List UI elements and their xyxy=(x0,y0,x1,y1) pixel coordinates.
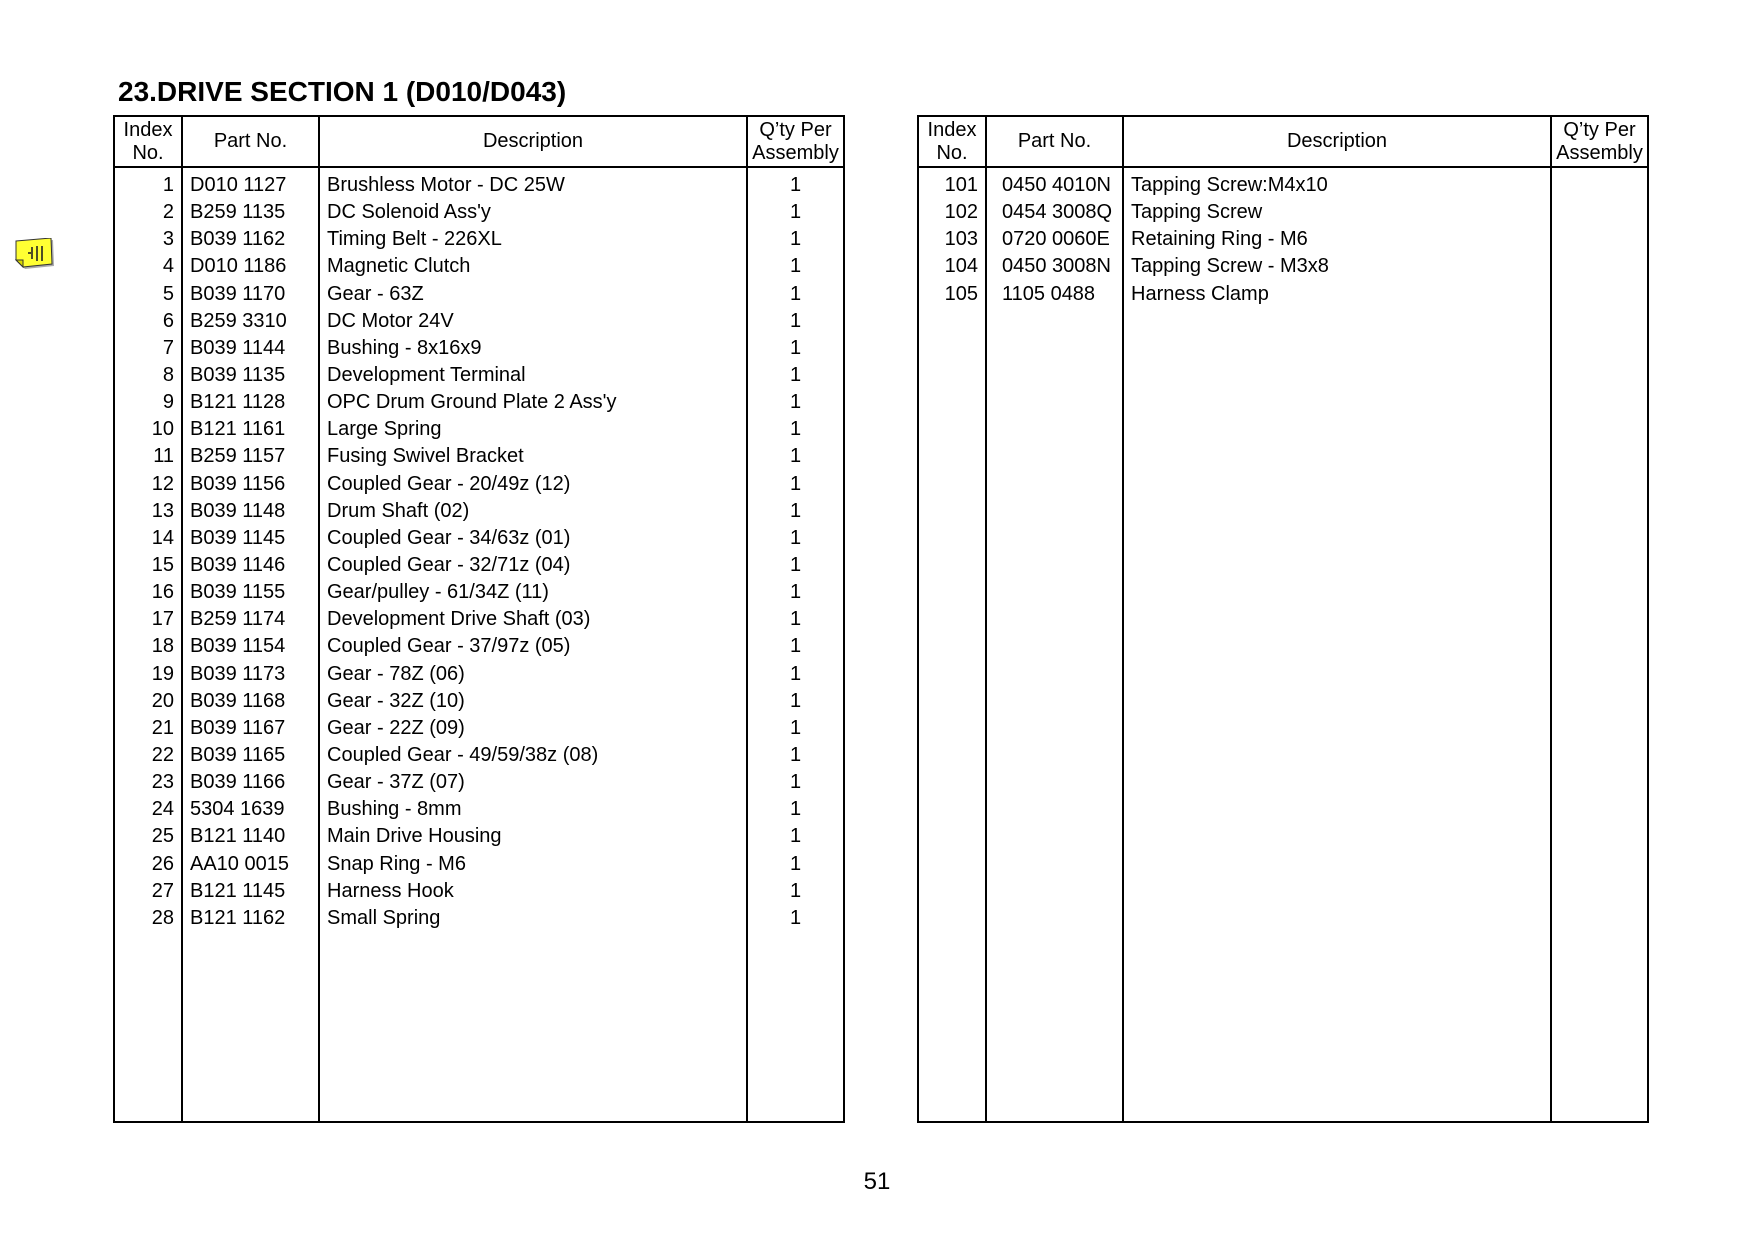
table-row xyxy=(114,471,844,498)
row-qty: 1 xyxy=(747,742,844,769)
row-part-no: B039 1162 xyxy=(182,226,319,253)
row-description: Tapping Screw xyxy=(1123,199,1551,226)
row-part-no: B039 1146 xyxy=(182,552,319,579)
row-qty: 1 xyxy=(747,416,844,443)
row-description: Development Terminal xyxy=(319,362,747,389)
row-qty: 1 xyxy=(747,661,844,688)
row-qty: 1 xyxy=(747,878,844,905)
row-part-no: D010 1127 xyxy=(182,167,319,199)
header-qty-per-assembly: Q’ty Per Assembly xyxy=(1551,116,1648,167)
header-index-no: Index No. xyxy=(918,116,986,167)
row-part-no: B121 1140 xyxy=(182,823,319,850)
table-row xyxy=(114,416,844,443)
header-index-no: Index No. xyxy=(114,116,182,167)
row-qty: 1 xyxy=(747,579,844,606)
row-description: Gear - 22Z (09) xyxy=(319,715,747,742)
row-index-no: 25 xyxy=(114,823,182,850)
row-part-no: 0450 4010N xyxy=(986,167,1123,199)
row-part-no: B259 3310 xyxy=(182,308,319,335)
row-index-no: 5 xyxy=(114,281,182,308)
row-description: Main Drive Housing xyxy=(319,823,747,850)
row-part-no: B121 1161 xyxy=(182,416,319,443)
row-index-no: 19 xyxy=(114,661,182,688)
table-row xyxy=(114,167,844,199)
row-description: OPC Drum Ground Plate 2 Ass'y xyxy=(319,389,747,416)
row-description: DC Motor 24V xyxy=(319,308,747,335)
table-row xyxy=(918,199,1648,226)
table-row xyxy=(114,633,844,660)
row-part-no: B039 1148 xyxy=(182,498,319,525)
row-index-no: 10 xyxy=(114,416,182,443)
row-index-no: 105 xyxy=(918,281,986,308)
row-part-no: B039 1154 xyxy=(182,633,319,660)
row-qty: 1 xyxy=(747,905,844,932)
row-part-no: B039 1144 xyxy=(182,335,319,362)
filler-cell xyxy=(319,932,747,1122)
row-qty: 1 xyxy=(747,688,844,715)
row-qty: 1 xyxy=(747,281,844,308)
table-row xyxy=(114,443,844,470)
row-qty xyxy=(1551,226,1648,253)
table-filler-row xyxy=(114,932,844,1122)
header-part-no: Part No. xyxy=(986,116,1123,167)
row-index-no: 23 xyxy=(114,769,182,796)
table-row xyxy=(114,851,844,878)
row-part-no: B039 1145 xyxy=(182,525,319,552)
table-row xyxy=(114,362,844,389)
row-index-no: 6 xyxy=(114,308,182,335)
table-row xyxy=(114,796,844,823)
table-row xyxy=(114,742,844,769)
row-qty: 1 xyxy=(747,308,844,335)
row-description: DC Solenoid Ass'y xyxy=(319,199,747,226)
header-qty-per-assembly: Q’ty Per Assembly xyxy=(747,116,844,167)
row-qty: 1 xyxy=(747,253,844,280)
row-index-no: 2 xyxy=(114,199,182,226)
table-row xyxy=(114,715,844,742)
row-index-no: 18 xyxy=(114,633,182,660)
row-description: Brushless Motor - DC 25W xyxy=(319,167,747,199)
row-qty: 1 xyxy=(747,167,844,199)
row-qty: 1 xyxy=(747,199,844,226)
row-description: Coupled Gear - 32/71z (04) xyxy=(319,552,747,579)
row-description: Coupled Gear - 49/59/38z (08) xyxy=(319,742,747,769)
row-index-no: 11 xyxy=(114,443,182,470)
table-row xyxy=(114,769,844,796)
row-qty: 1 xyxy=(747,552,844,579)
table-header xyxy=(918,116,1648,167)
filler-cell xyxy=(747,932,844,1122)
table-row xyxy=(114,335,844,362)
parts-table-right-body xyxy=(918,167,1648,1122)
filler-cell xyxy=(918,308,986,1122)
row-part-no: B039 1135 xyxy=(182,362,319,389)
row-part-no: B259 1174 xyxy=(182,606,319,633)
row-description: Magnetic Clutch xyxy=(319,253,747,280)
row-index-no: 12 xyxy=(114,471,182,498)
row-qty: 1 xyxy=(747,335,844,362)
row-part-no: B259 1135 xyxy=(182,199,319,226)
row-part-no: B121 1145 xyxy=(182,878,319,905)
row-index-no: 24 xyxy=(114,796,182,823)
row-index-no: 20 xyxy=(114,688,182,715)
row-description: Gear - 63Z xyxy=(319,281,747,308)
row-description: Harness Clamp xyxy=(1123,281,1551,308)
row-part-no: D010 1186 xyxy=(182,253,319,280)
row-part-no: 1105 0488 xyxy=(986,281,1123,308)
row-part-no: 5304 1639 xyxy=(182,796,319,823)
table-row xyxy=(114,389,844,416)
table-row xyxy=(918,253,1648,280)
row-index-no: 4 xyxy=(114,253,182,280)
header-description: Description xyxy=(1123,116,1551,167)
row-part-no: B039 1168 xyxy=(182,688,319,715)
table-row xyxy=(114,823,844,850)
row-description: Coupled Gear - 34/63z (01) xyxy=(319,525,747,552)
table-row xyxy=(114,579,844,606)
row-description: Tapping Screw - M3x8 xyxy=(1123,253,1551,280)
row-index-no: 16 xyxy=(114,579,182,606)
row-part-no: B121 1128 xyxy=(182,389,319,416)
row-qty: 1 xyxy=(747,606,844,633)
row-description: Coupled Gear - 20/49z (12) xyxy=(319,471,747,498)
row-index-no: 17 xyxy=(114,606,182,633)
row-part-no: B039 1166 xyxy=(182,769,319,796)
page-title: 23.DRIVE SECTION 1 (D010/D043) xyxy=(118,76,567,107)
row-part-no: B039 1170 xyxy=(182,281,319,308)
table-row xyxy=(114,253,844,280)
filler-cell xyxy=(1123,308,1551,1122)
row-description: Bushing - 8mm xyxy=(319,796,747,823)
table-row xyxy=(114,525,844,552)
row-qty: 1 xyxy=(747,226,844,253)
row-part-no: B121 1162 xyxy=(182,905,319,932)
filler-cell xyxy=(182,932,319,1122)
row-description: Retaining Ring - M6 xyxy=(1123,226,1551,253)
filler-cell xyxy=(1551,308,1648,1122)
parts-table-left xyxy=(113,115,845,1123)
table-row xyxy=(114,199,844,226)
row-qty: 1 xyxy=(747,389,844,416)
row-qty: 1 xyxy=(747,525,844,552)
row-description: Gear - 78Z (06) xyxy=(319,661,747,688)
parts-table-left-body xyxy=(114,167,844,1122)
table-row xyxy=(114,498,844,525)
table-row xyxy=(114,878,844,905)
table-row xyxy=(114,606,844,633)
row-qty: 1 xyxy=(747,471,844,498)
row-qty: 1 xyxy=(747,823,844,850)
filler-cell xyxy=(986,308,1123,1122)
table-row xyxy=(114,308,844,335)
row-description: Coupled Gear - 37/97z (05) xyxy=(319,633,747,660)
row-qty: 1 xyxy=(747,362,844,389)
row-qty: 1 xyxy=(747,715,844,742)
filler-cell xyxy=(114,932,182,1122)
row-qty: 1 xyxy=(747,851,844,878)
row-index-no: 1 xyxy=(114,167,182,199)
row-description: Drum Shaft (02) xyxy=(319,498,747,525)
row-part-no: B039 1155 xyxy=(182,579,319,606)
parts-table-right xyxy=(917,115,1649,1123)
row-description: Harness Hook xyxy=(319,878,747,905)
row-index-no: 13 xyxy=(114,498,182,525)
row-qty: 1 xyxy=(747,769,844,796)
row-part-no: AA10 0015 xyxy=(182,851,319,878)
row-qty xyxy=(1551,167,1648,199)
row-index-no: 7 xyxy=(114,335,182,362)
row-index-no: 27 xyxy=(114,878,182,905)
row-qty xyxy=(1551,199,1648,226)
row-qty: 1 xyxy=(747,498,844,525)
row-part-no: B039 1156 xyxy=(182,471,319,498)
row-description: Large Spring xyxy=(319,416,747,443)
table-filler-row xyxy=(918,308,1648,1122)
row-index-no: 102 xyxy=(918,199,986,226)
table-header xyxy=(114,116,844,167)
yellow-note-icon[interactable] xyxy=(15,238,57,272)
table-row xyxy=(114,281,844,308)
row-description: Snap Ring - M6 xyxy=(319,851,747,878)
header-description: Description xyxy=(319,116,747,167)
row-index-no: 21 xyxy=(114,715,182,742)
row-index-no: 28 xyxy=(114,905,182,932)
row-index-no: 26 xyxy=(114,851,182,878)
row-part-no: B259 1157 xyxy=(182,443,319,470)
table-row xyxy=(114,688,844,715)
table-row xyxy=(114,552,844,579)
row-part-no: B039 1167 xyxy=(182,715,319,742)
row-description: Small Spring xyxy=(319,905,747,932)
row-part-no: B039 1173 xyxy=(182,661,319,688)
row-description: Gear - 32Z (10) xyxy=(319,688,747,715)
row-qty: 1 xyxy=(747,633,844,660)
row-index-no: 3 xyxy=(114,226,182,253)
header-part-no: Part No. xyxy=(182,116,319,167)
row-index-no: 15 xyxy=(114,552,182,579)
row-part-no: B039 1165 xyxy=(182,742,319,769)
table-row xyxy=(918,281,1648,308)
row-description: Development Drive Shaft (03) xyxy=(319,606,747,633)
table-row xyxy=(114,226,844,253)
row-index-no: 22 xyxy=(114,742,182,769)
row-index-no: 101 xyxy=(918,167,986,199)
row-qty: 1 xyxy=(747,796,844,823)
table-row xyxy=(114,905,844,932)
row-index-no: 14 xyxy=(114,525,182,552)
table-row xyxy=(918,226,1648,253)
row-index-no: 104 xyxy=(918,253,986,280)
row-index-no: 103 xyxy=(918,226,986,253)
row-description: Tapping Screw:M4x10 xyxy=(1123,167,1551,199)
row-description: Gear - 37Z (07) xyxy=(319,769,747,796)
row-index-no: 8 xyxy=(114,362,182,389)
row-qty xyxy=(1551,281,1648,308)
row-index-no: 9 xyxy=(114,389,182,416)
table-row xyxy=(918,167,1648,199)
row-part-no: 0450 3008N xyxy=(986,253,1123,280)
row-description: Gear/pulley - 61/34Z (11) xyxy=(319,579,747,606)
row-description: Timing Belt - 226XL xyxy=(319,226,747,253)
row-qty xyxy=(1551,253,1648,280)
page-number: 51 xyxy=(863,1168,891,1195)
table-row xyxy=(114,661,844,688)
row-qty: 1 xyxy=(747,443,844,470)
row-description: Bushing - 8x16x9 xyxy=(319,335,747,362)
row-part-no: 0720 0060E xyxy=(986,226,1123,253)
row-description: Fusing Swivel Bracket xyxy=(319,443,747,470)
row-part-no: 0454 3008Q xyxy=(986,199,1123,226)
